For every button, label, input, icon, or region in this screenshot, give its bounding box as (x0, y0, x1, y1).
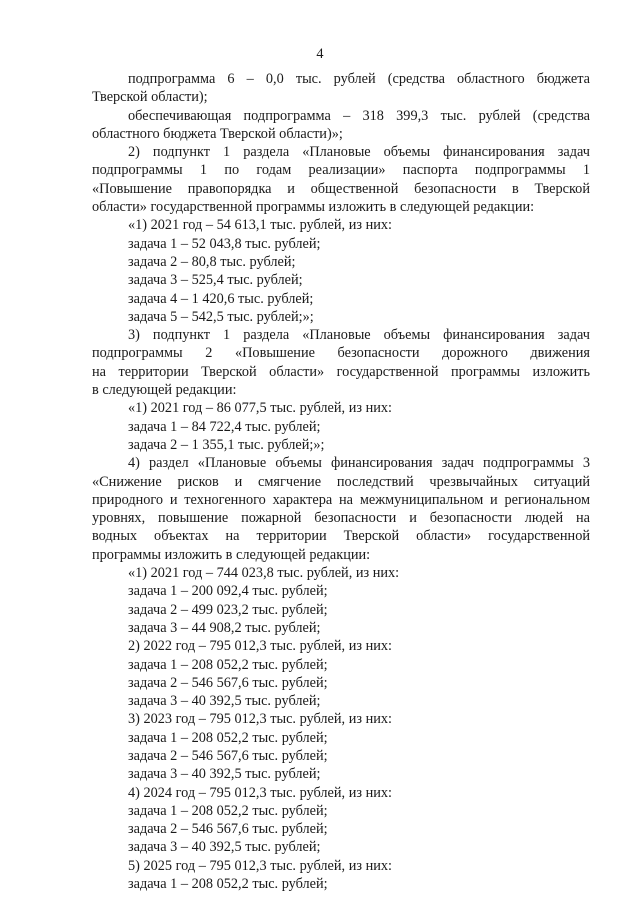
text-line: программы изложить в следующей редакции: (92, 546, 371, 563)
text-line: водных объектах на территории Тверской области» государственной (92, 528, 590, 545)
text-line: задача 1 – 208 052,2 тыс. рублей; (128, 729, 328, 746)
document-body (92, 70, 590, 893)
text-line: областного бюджета Тверской области)»; (92, 125, 343, 142)
text-line: задача 1 – 200 092,4 тыс. рублей; (128, 583, 328, 600)
text-line: задача 3 – 40 392,5 тыс. рублей; (128, 766, 321, 783)
text-line: «Снижение рисков и смягчение последствий чрезвычайных ситуаций (92, 473, 590, 490)
text-line: 5) 2025 год – 795 012,3 тыс. рублей, из них: (128, 857, 392, 874)
text-line: задача 1 – 84 722,4 тыс. рублей; (128, 418, 321, 435)
text-line: задача 1 – 208 052,2 тыс. рублей; (128, 876, 328, 893)
text-line: задача 1 – 208 052,2 тыс. рублей; (128, 802, 328, 819)
text-line: 4) 2024 год – 795 012,3 тыс. рублей, из них: (128, 784, 392, 801)
text-line: подпрограмма 6 – 0,0 тыс. рублей (средства областного бюджета (128, 71, 590, 87)
text-line: 3) 2023 год – 795 012,3 тыс. рублей, из них: (128, 711, 392, 728)
text-line: задача 2 – 80,8 тыс. рублей; (128, 253, 296, 270)
text-line: обеспечивающая подпрограмма – 318 399,3 тыс. рублей (средства (128, 107, 590, 124)
text-line: задача 4 – 1 420,6 тыс. рублей; (128, 290, 314, 307)
text-line: 2) подпункт 1 раздела «Плановые объемы финансирования задач (128, 144, 590, 161)
text-line: задача 2 – 1 355,1 тыс. рублей;»; (128, 436, 325, 453)
text-line: задача 3 – 44 908,2 тыс. рублей; (128, 619, 321, 636)
text-line: «1) 2021 год – 744 023,8 тыс. рублей, из них: (128, 565, 400, 582)
text-line: задача 5 – 542,5 тыс. рублей;»; (128, 308, 314, 325)
text-line: 3) подпункт 1 раздела «Плановые объемы финансирования задач (128, 327, 590, 344)
text-line: 4) раздел «Плановые объемы финансирования задач подпрограммы 3 (128, 455, 590, 472)
text-line: задача 2 – 546 567,6 тыс. рублей; (128, 674, 328, 691)
text-line: на территории Тверской области» государственной программы изложить (92, 363, 590, 380)
text-line: задача 3 – 40 392,5 тыс. рублей; (128, 693, 321, 710)
text-line: 2) 2022 год – 795 012,3 тыс. рублей, из них: (128, 638, 392, 655)
text-line: Тверской области); (92, 89, 208, 106)
text-line: «1) 2021 год – 86 077,5 тыс. рублей, из них: (128, 400, 392, 417)
text-line: задача 1 – 52 043,8 тыс. рублей; (128, 235, 321, 252)
text-line: задача 1 – 208 052,2 тыс. рублей; (128, 656, 328, 673)
text-line: задача 3 – 525,4 тыс. рублей; (128, 272, 303, 289)
text-line: области» государственной программы изложить в следующей редакции: (92, 199, 535, 216)
text-line: подпрограммы 2 «Повышение безопасности дорожного движения (92, 345, 590, 362)
text-line: задача 2 – 546 567,6 тыс. рублей; (128, 747, 328, 764)
text-line: задача 2 – 546 567,6 тыс. рублей; (128, 821, 328, 838)
text-line: уровнях, повышение пожарной безопасности и безопасности людей на (92, 510, 590, 527)
text-line: задача 3 – 40 392,5 тыс. рублей; (128, 839, 321, 856)
text-line: природного и техногенного характера на межмуниципальном и региональном (92, 491, 590, 508)
text-line: «Повышение правопорядка и общественной безопасности в Тверской (92, 180, 590, 197)
text-line: «1) 2021 год – 54 613,1 тыс. рублей, из них: (128, 217, 392, 234)
page-number: 4 (316, 46, 324, 62)
text-line: задача 2 – 499 023,2 тыс. рублей; (128, 601, 328, 618)
text-line: подпрограммы 1 по годам реализации» паспорта подпрограммы 1 (92, 162, 590, 179)
text-line: в следующей редакции: (92, 382, 237, 399)
